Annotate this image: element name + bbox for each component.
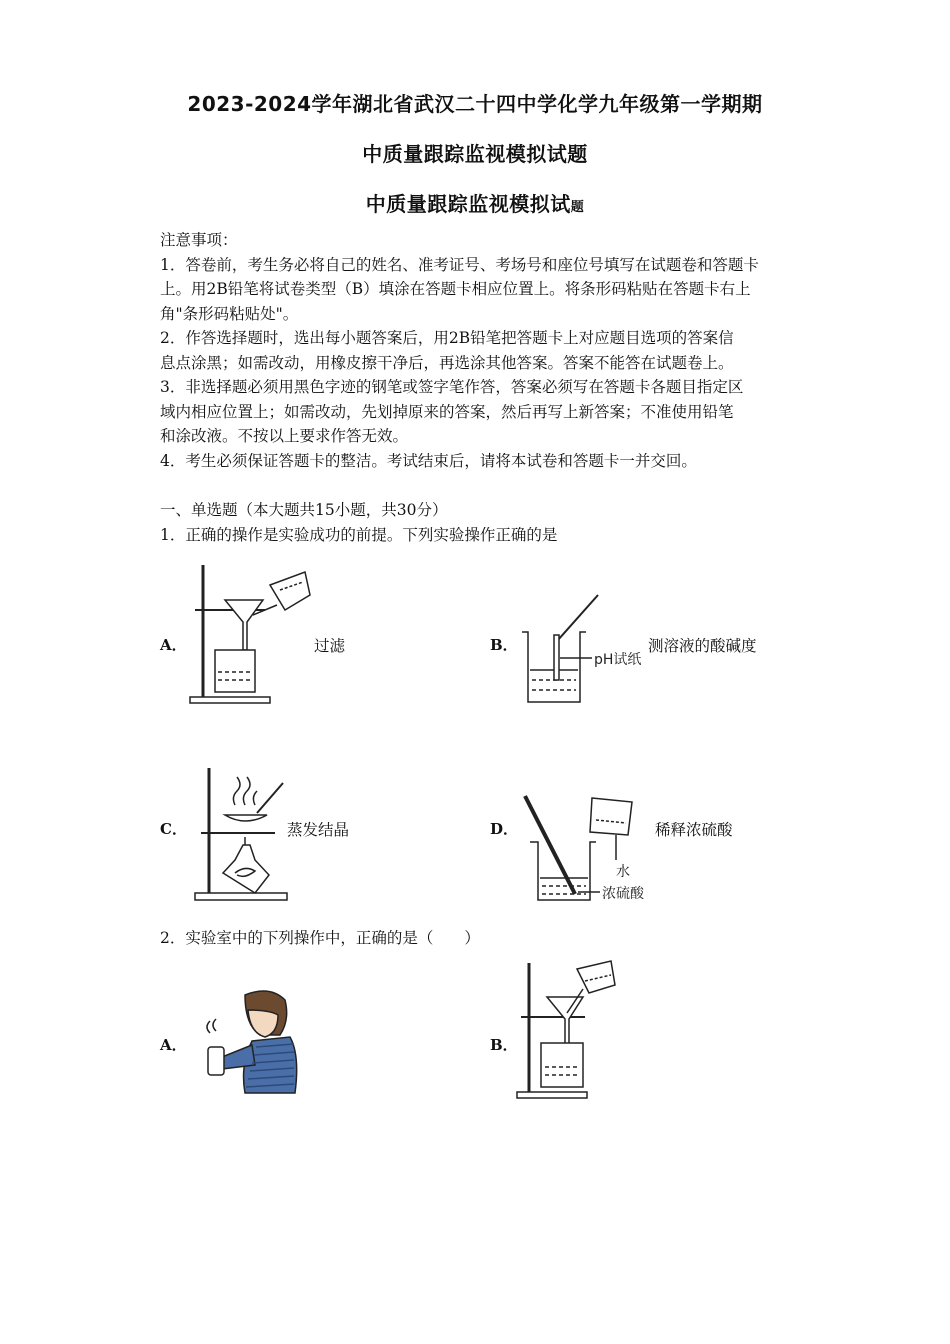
q2-option-a-letter: A． (160, 1036, 187, 1054)
title-line-2: 中质量跟踪监视模拟试题 (362, 142, 588, 166)
section-heading: 一、单选题（本大题共15小题，共30分） (160, 501, 448, 519)
q1-option-d-caption: 稀释浓硫酸 (655, 821, 733, 839)
title-line-3 (0, 188, 950, 217)
q1-option-a-letter: A． (160, 636, 187, 654)
notice (160, 228, 800, 473)
notice-line: 4．考生必须保证答题卡的整洁。考试结束后，请将本试卷和答题卡一并交回。 (160, 451, 697, 470)
question-1-stem: 1．正确的操作是实验成功的前提。下列实验操作正确的是 (160, 526, 558, 544)
q1-option-b-letter: B． (490, 636, 518, 654)
q1-option-b-caption: 测溶液的酸碱度 (648, 637, 757, 655)
notice-line: 1．答卷前，考生务必将自己的姓名、准考证号、考场号和座位号填写在试题卷和答题卡 (160, 255, 759, 274)
question-2-stem: 2．实验室中的下列操作中，正确的是（ ） (160, 929, 480, 947)
q1-option-d-letter: D． (490, 820, 519, 838)
water-label: 水 (616, 864, 630, 880)
title-line-3-main: 中质量跟踪监视模拟试 (365, 192, 571, 216)
filtration-with-rod-figure (515, 955, 630, 1105)
notice-line: 3．非选择题必须用黑色字迹的钢笔或签字笔作答，答案必须写在答题卡各题目指定区 (160, 378, 744, 396)
q1-option-c-caption: 蒸发结晶 (287, 821, 350, 839)
evaporation-figure (195, 765, 295, 905)
notice-line: 和涂改液。不按以上要求作答无效。 (160, 427, 409, 445)
ph-test-figure (520, 590, 650, 710)
notice-line: 角"条形码粘贴处"。 (160, 304, 299, 323)
notice-line: 息点涂黑；如需改动，用橡皮擦干净后，再选涂其他答案。答案不能答在试题卷上。 (160, 353, 734, 372)
q1-option-a-caption: 过滤 (314, 637, 346, 655)
conc-sulfuric-acid-label: 浓硫酸 (602, 886, 644, 902)
person-smelling-figure (190, 985, 310, 1100)
dilution-figure (520, 790, 660, 910)
notice-line: 2．作答选择题时，选出每小题答案后，用2B铅笔把答题卡上对应题目选项的答案信 (160, 329, 734, 347)
q1-option-c-letter: C． (160, 820, 187, 838)
notice-line: 上。用2B铅笔将试卷类型（B）填涂在答题卡相应位置上。将条形码粘贴在答题卡右上 (160, 280, 751, 298)
q2-option-b-letter: B． (490, 1036, 518, 1054)
ph-paper-label: pH试纸 (594, 652, 642, 668)
filtration-apparatus-figure (185, 560, 320, 710)
title-line-3-small: 题 (570, 200, 585, 215)
title-line-1: 2023-2024学年湖北省武汉二十四中学化学九年级第一学期期 (187, 92, 763, 116)
notice-line: 域内相应位置上；如需改动，先划掉原来的答案，然后再写上新答案；不准使用铅笔 (160, 402, 734, 421)
notice-heading: 注意事项： (160, 231, 238, 249)
